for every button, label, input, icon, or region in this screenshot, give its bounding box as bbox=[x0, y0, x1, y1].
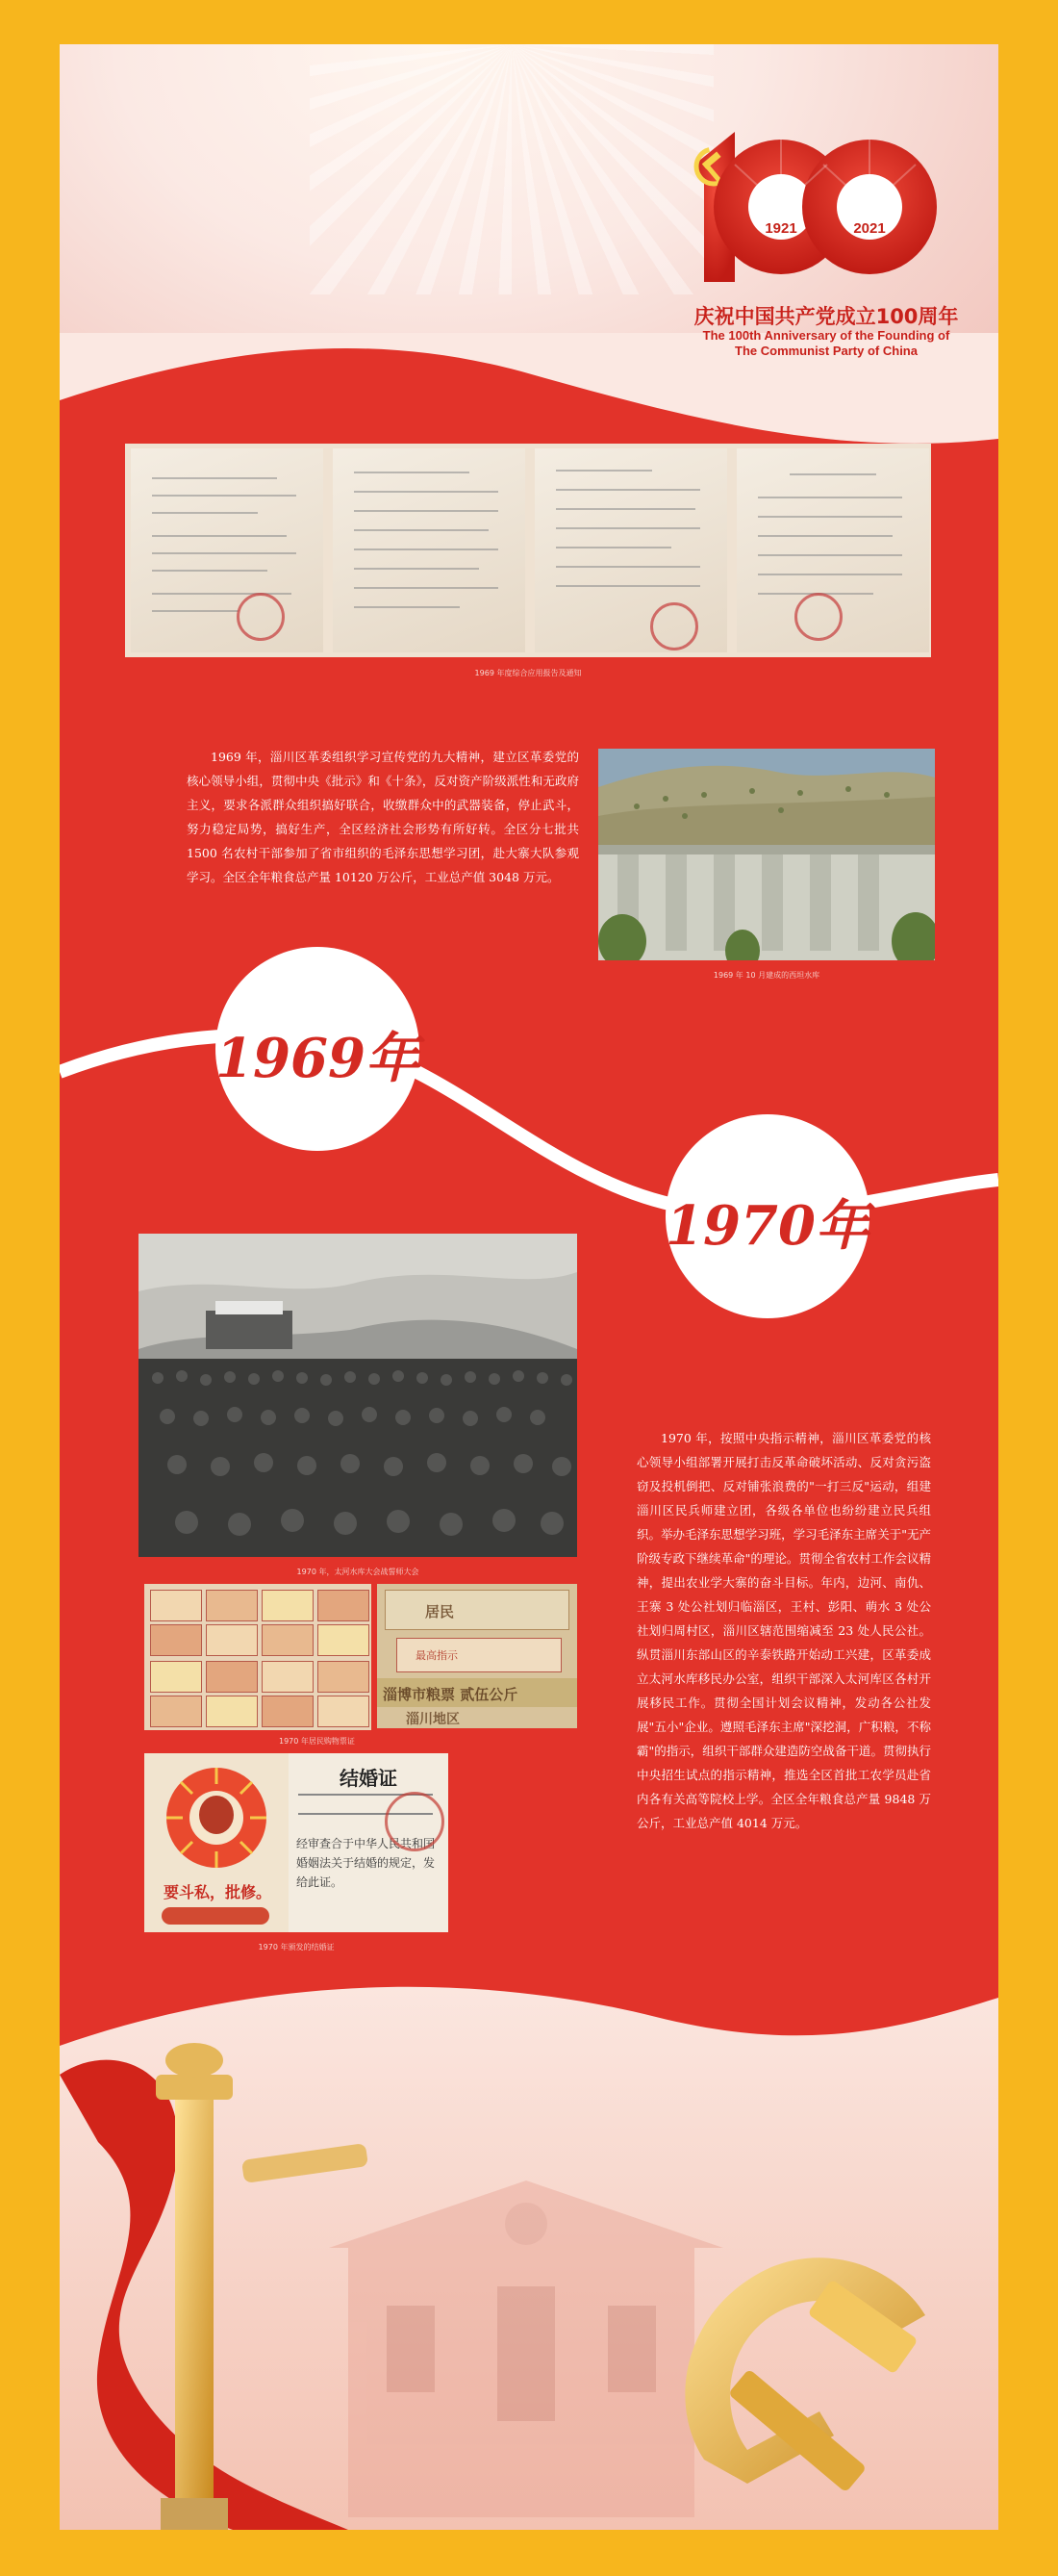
grain-coupons-photo bbox=[377, 1584, 577, 1728]
ticket-label: 最高指示 bbox=[416, 1649, 458, 1662]
document-page bbox=[333, 448, 525, 652]
marriage-caption: 1970 年颁发的结婚证 bbox=[258, 1943, 335, 1951]
header-light-rays bbox=[310, 44, 714, 294]
bottom-decoration bbox=[60, 1959, 998, 2530]
crowd-caption: 1970 年，太河水库大会战誓师大会 bbox=[296, 1568, 419, 1576]
archival-documents-photo bbox=[125, 444, 931, 657]
portrait-sun-icon bbox=[164, 1765, 269, 1871]
document-page bbox=[131, 448, 323, 652]
paragraph-1970: 1970 年，按照中央指示精神，淄川区革委党的核心领导小组部署开展打击反革命破坏活动、反对贪污盗窃及投机倒把、反对铺张浪费的"一打三反"运动，组建淄川区民兵师建立团，各级各单位也纷纷建立民兵组织。举办毛泽东思想学习班，学习毛泽东主席关于"无产阶级专政下继续革命"的理论。贯彻全省农村工作会议精神，提出农业学大寨的奋斗目标。年内，边河、南仇、王寨 3 处公社划归临淄区，王村、彭阳、萌水 3 处公社划归周村区，淄川区辖范围缩减至 23 处人民公社。纵贯淄川东部山区的辛泰铁路开始动工兴建，区革委成立太河水库移民办公室，组织干部深入太河库区各村开展移民工作。贯彻全国计划会议精神，发动各公社发展"五小"企业。遵照毛泽东主席"深挖洞，广积粮，不称霸"的指示，组织干部群众建造防空战备干道。贯彻执行中央招生试点的指示精神，推选全区首批工农学员赴省内各有关高等院校上学。全区全年粮食总产量 9848 万公斤，工业总产值 4014 万元。 bbox=[637, 1431, 931, 1830]
tickets-caption: 1970 年居民购物票证 bbox=[279, 1737, 355, 1746]
marriage-title: 结婚证 bbox=[340, 1767, 397, 1790]
rally-crowd-photo bbox=[139, 1234, 577, 1557]
logo-year-end: 2021 bbox=[853, 220, 886, 237]
marriage-text: 经审查合于中华人民共和国婚姻法关于结婚的规定，发给此证。 bbox=[296, 1837, 436, 1889]
logo-title-en-line2: The Communist Party of China bbox=[735, 344, 918, 358]
logo-title-cn: 庆祝中国共产党成立100周年 bbox=[693, 305, 959, 328]
ticket-label: 淄川地区 bbox=[406, 1712, 460, 1727]
exhibition-board bbox=[60, 44, 998, 2530]
logo-year-start: 1921 bbox=[765, 220, 797, 237]
paragraph-1969: 1969 年，淄川区革委组织学习宣传党的九大精神，建立区革委党的核心领导小组，贯彻中央《批示》和《十条》，反对资产阶级派性和无政府主义，要求各派群众组织搞好联合，收缴群众中的武器装备，停止武斗，努力稳定局势，搞好生产，全区经济社会形势有所好转。全区分七批共 1500 名农村干部参加了省市组织的毛泽东思想学习团，赴大寨大队参观学习。全区全年粮食总产量 10120 万公斤，工业总产值 3048 万元。 bbox=[187, 750, 579, 884]
document-page bbox=[737, 448, 929, 652]
reservoir-dam-photo bbox=[598, 749, 935, 960]
ticket-label: 淄博市粮票 贰伍公斤 bbox=[383, 1686, 518, 1703]
ration-tickets-photo bbox=[144, 1584, 371, 1730]
ticket-label: 居民 bbox=[425, 1603, 455, 1620]
year-1969-label: 1969年 bbox=[215, 1027, 419, 1090]
document-page bbox=[535, 448, 727, 652]
anniversary-logo bbox=[677, 126, 975, 357]
marriage-slogan: 要斗私，批修。 bbox=[163, 1883, 271, 1901]
dam-caption: 1969 年 10 月建成的西坦水库 bbox=[713, 971, 820, 980]
centenary-emblem bbox=[677, 126, 975, 299]
marriage-certificate-photo bbox=[144, 1753, 448, 1932]
logo-title-en-line1: The 100th Anniversary of the Founding of bbox=[702, 328, 950, 343]
year-1970-label: 1970年 bbox=[666, 1194, 869, 1258]
documents-caption: 1969 年度综合应用报告及通知 bbox=[474, 669, 582, 677]
